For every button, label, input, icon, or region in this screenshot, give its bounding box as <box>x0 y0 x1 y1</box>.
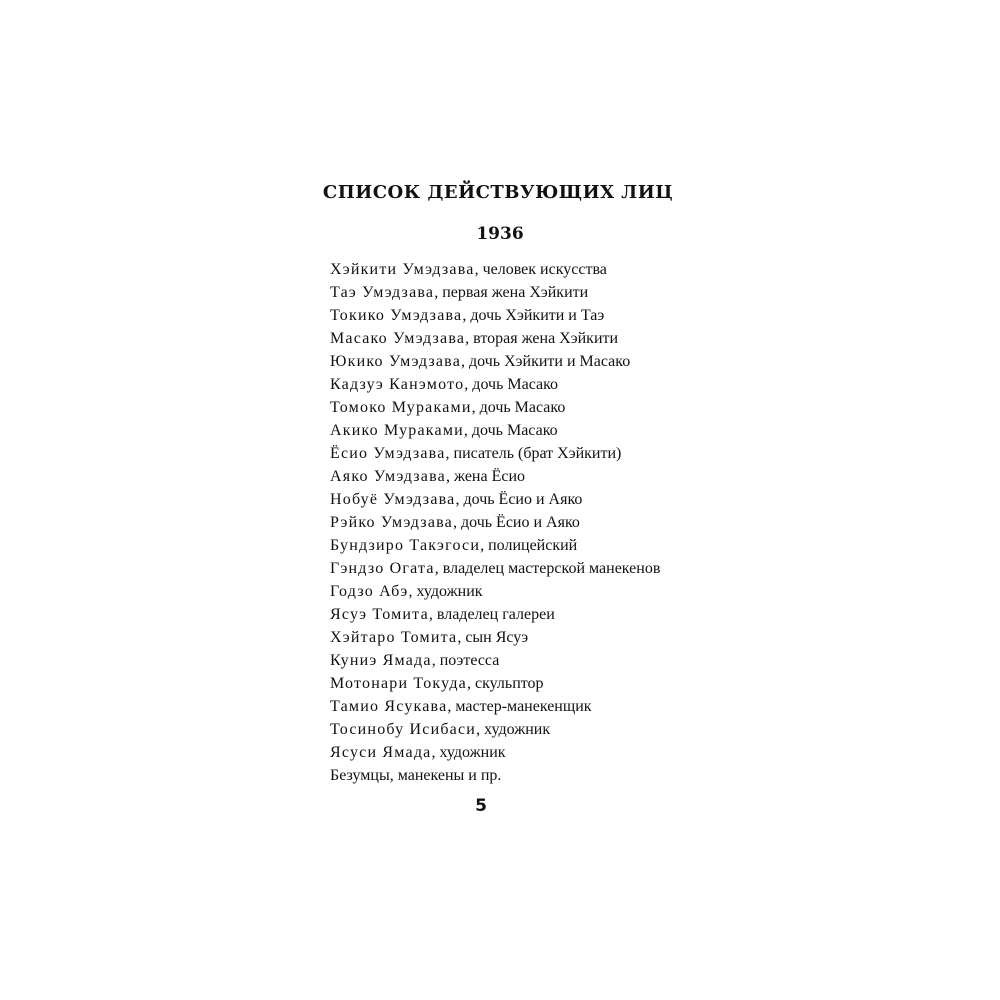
list-item <box>330 534 660 557</box>
character-name: Аяко Умэдзава <box>330 468 446 485</box>
character-name: Тамио Ясукава <box>330 698 448 715</box>
list-item <box>330 649 660 672</box>
character-role: , художник <box>431 744 506 761</box>
character-role: , человек искусства <box>474 261 607 278</box>
character-role: , полицейский <box>480 537 578 554</box>
list-item <box>330 741 660 764</box>
character-role: Безумцы, манекены и пр. <box>330 767 502 784</box>
character-role: , скульптор <box>466 675 544 692</box>
list-item <box>330 511 660 534</box>
character-role: , мастер-манекенщик <box>447 698 592 715</box>
list-item <box>330 373 660 396</box>
character-name: Рэйко Умэдзава <box>330 514 453 531</box>
character-name: Акико Мураками <box>330 422 464 439</box>
character-role: , художник <box>408 583 483 600</box>
character-name: Ёсио Умэдзава <box>330 445 446 462</box>
character-name: Масако Умэдзава <box>330 330 466 347</box>
page-title: СПИСОК ДЕЙСТВУЮЩИХ ЛИЦ <box>322 182 674 203</box>
character-name: Годзо Абэ <box>330 583 409 600</box>
list-item <box>330 350 660 373</box>
character-role: , первая жена Хэйкити <box>434 284 589 301</box>
character-name: Хэйкити Умэдзава <box>330 261 475 278</box>
character-name: Токико Умэдзава <box>330 307 463 324</box>
list-item <box>330 718 660 741</box>
character-name: Нобуё Умэдзава <box>330 491 456 508</box>
list-item <box>330 672 660 695</box>
list-item <box>330 258 660 281</box>
character-name: Юкико Умэдзава <box>330 353 462 370</box>
character-role: , художник <box>476 721 551 738</box>
character-role: , дочь Масако <box>464 376 559 393</box>
list-item <box>330 580 660 603</box>
cast-list <box>330 258 660 787</box>
list-item <box>330 419 660 442</box>
character-role: , дочь Масако <box>463 422 558 439</box>
character-name: Гэндзо Огата <box>330 560 435 577</box>
character-role: , жена Ёсио <box>445 468 526 485</box>
list-item <box>330 465 660 488</box>
list-item <box>330 327 660 350</box>
list-item <box>330 626 660 649</box>
list-item <box>330 603 660 626</box>
section-year: 1936 <box>476 224 524 244</box>
character-name: Мотонари Токуда <box>330 675 467 692</box>
character-name: Куниэ Ямада <box>330 652 432 669</box>
list-item <box>330 557 660 580</box>
character-role: , дочь Масако <box>471 399 566 416</box>
character-name: Ясуэ Томита <box>330 606 429 623</box>
character-role: , дочь Ёсио и Аяко <box>452 514 580 531</box>
character-role: , дочь Хэйкити и Таэ <box>462 307 605 324</box>
character-role: , вторая жена Хэйкити <box>465 330 619 347</box>
character-role: , владелец галереи <box>428 606 555 623</box>
list-item <box>330 304 660 327</box>
character-role: , сын Ясуэ <box>457 629 529 646</box>
character-name: Бундзиро Такэгоси <box>330 537 481 554</box>
character-role: , поэтесса <box>431 652 500 669</box>
character-name: Хэйтаро Томита <box>330 629 458 646</box>
page-number: 5 <box>475 796 487 816</box>
list-item <box>330 442 660 465</box>
character-name: Таэ Умэдзава <box>330 284 435 301</box>
character-role: , дочь Хэйкити и Масако <box>461 353 631 370</box>
character-name: Тосинобу Исибаси <box>330 721 477 738</box>
list-item <box>330 488 660 511</box>
character-role: , владелец мастерской манекенов <box>434 560 661 577</box>
character-name: Ясуси Ямада <box>330 744 432 761</box>
list-item <box>330 695 660 718</box>
list-item <box>330 281 660 304</box>
list-item <box>330 396 660 419</box>
character-name: Кадзуэ Канэмото <box>330 376 465 393</box>
character-role: , писатель (брат Хэйкити) <box>445 445 622 462</box>
list-item <box>330 764 660 787</box>
character-name: Томоко Мураками <box>330 399 472 416</box>
character-role: , дочь Ёсио и Аяко <box>455 491 583 508</box>
